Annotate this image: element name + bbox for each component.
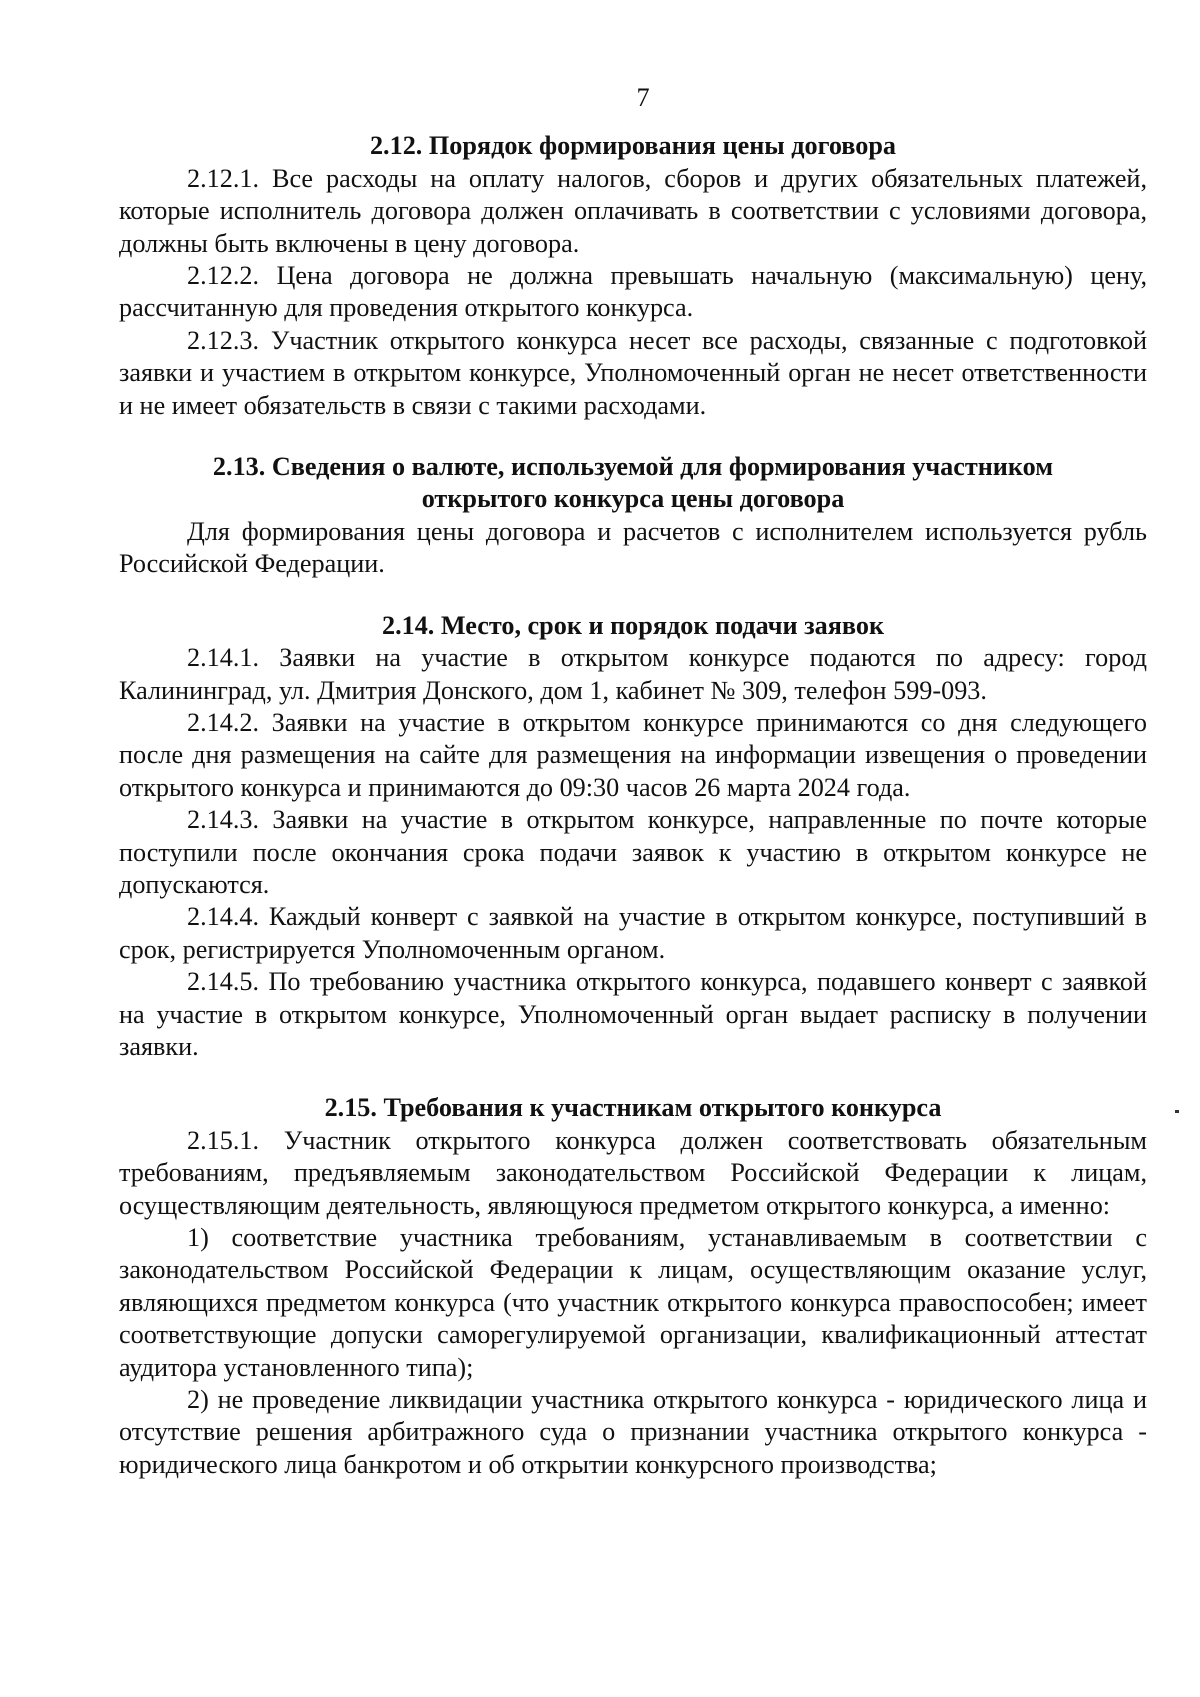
paragraph-2-12-1: 2.12.1. Все расходы на оплату налогов, сборов и других обязательных платежей, которые исполнитель договора должен оплачивать в соответствии с условиями договора, должны быть включены в цену договора. <box>119 163 1147 258</box>
list-item-1: 1) соответствие участника требованиям, устанавливаемым в соответствии с законодательством Российской Федерации к лицам, осуществляющим оказание услуг, являющихся предметом конкурса (что участник открытого конкурса правоспособен; имеет соответствующие допуски саморегулируемой организации, квалификационный аттестат аудитора установленного типа); <box>119 1223 1147 1382</box>
paragraph-2-12-2: 2.12.2. Цена договора не должна превышать начальную (максимальную) цену, рассчитанную для проведения открытого конкурса. <box>119 261 1147 323</box>
paragraph-2-13: Для формирования цены договора и расчетов с исполнителем используется рубль Российской Федерации. <box>119 516 1147 579</box>
section-heading-2-15: 2.15. Требования к участникам открытого конкурса <box>324 1093 942 1123</box>
paragraph-2-14-5: 2.14.5. По требованию участника открытого конкурса, подавшего конверт с заявкой на участие в открытом конкурсе, Уполномоченный орган выдает расписку в получении заявки. <box>119 967 1147 1061</box>
document-page <box>119 82 1147 1481</box>
paragraph-2-12-3: 2.12.3. Участник открытого конкурса несет все расходы, связанные с подготовкой заявки и участием в открытом конкурсе, Уполномоченный орган не несет ответственности и не имеет обязательств в связи с такими расходами. <box>119 325 1147 420</box>
paragraph-2-14-4: 2.14.4. Каждый конверт с заявкой на участие в открытом конкурсе, поступивший в срок, регистрируется Уполномоченным органом. <box>119 902 1147 964</box>
section-heading-2-12: 2.12. Порядок формирования цены договора <box>369 131 897 161</box>
paragraph-2-15-1: 2.15.1. Участник открытого конкурса должен соответствовать обязательным требованиям, предъявляемым законодательством Российской Федерации к лицам, осуществляющим деятельность, являющуюся предметом открытого конкурса, а именно: <box>119 1125 1147 1220</box>
section-heading-2-13 <box>119 451 1147 516</box>
list-item-2: 2) не проведение ликвидации участника открытого конкурса - юридического лица и отсутствие решения арбитражного суда о признании участника открытого конкурса - юридического лица банкротом и об открытии конкурсного производства; <box>119 1385 1147 1479</box>
section-heading-2-13-line-2: открытого конкурса цены договора <box>421 484 845 514</box>
paragraph-2-14-2: 2.14.2. Заявки на участие в открытом конкурсе принимаются со дня следующего после дня размещения на сайте для размещения на информации извещения о проведении открытого конкурса и принимаются до 09:30 часов 26 марта 2024 года. <box>119 707 1147 802</box>
section-heading-2-14: 2.14. Место, срок и порядок подачи заявок <box>381 610 885 640</box>
paragraph-2-14-3: 2.14.3. Заявки на участие в открытом конкурсе, направленные по почте которые поступили после окончания срока подачи заявок к участию в открытом конкурсе не допускаются. <box>119 805 1147 899</box>
paragraph-2-14-1: 2.14.1. Заявки на участие в открытом конкурсе подаются по адресу: город Калининград, ул. Дмитрия Донского, дом 1, кабинет № 309, телефон 599-093. <box>119 643 1147 705</box>
scan-speck <box>1175 1110 1179 1113</box>
section-heading-2-13-line-1: 2.13. Сведения о валюте, используемой для формирования участником <box>212 452 1054 482</box>
page-number: 7 <box>636 83 650 112</box>
